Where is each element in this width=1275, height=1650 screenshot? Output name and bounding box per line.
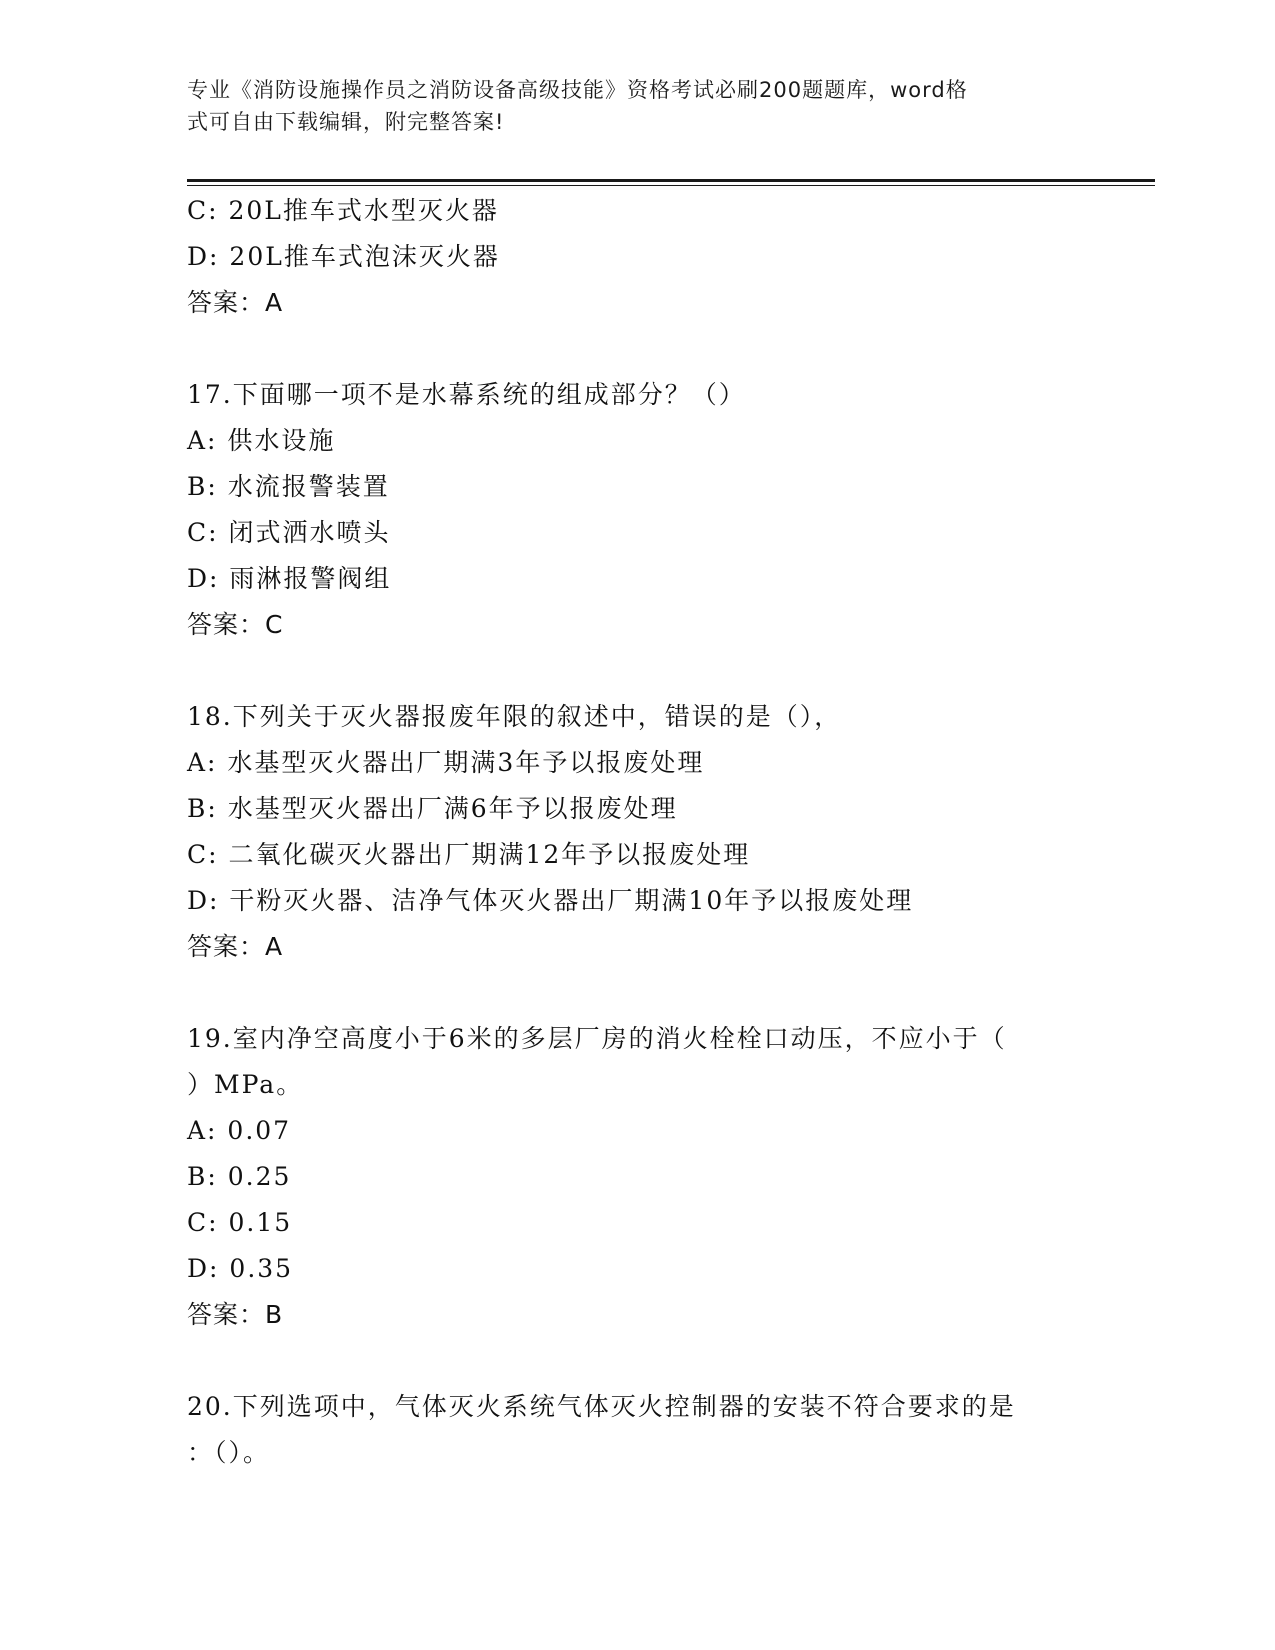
question-text: 17.下面哪一项不是水幕系统的组成部分？（） <box>187 380 746 409</box>
spacer <box>187 648 1087 694</box>
answer-text: 答案：B <box>187 1300 284 1329</box>
option-d: D: 干粉灭火器、洁净气体灭火器出厂期满10年予以报废处理 <box>187 886 914 915</box>
answer-text: 答案：A <box>187 932 284 961</box>
option-c: C: 20L推车式水型灭火器 <box>187 196 499 225</box>
option-b: B: 水基型灭火器出厂满6年予以报废处理 <box>187 794 678 823</box>
question-text-line-2: ：（）。 <box>187 1438 271 1467</box>
answer-text: 答案：A <box>187 288 284 317</box>
question-text-line-2: ）MPa。 <box>187 1070 304 1099</box>
spacer <box>187 970 1087 1016</box>
question-20 <box>187 1384 1087 1476</box>
question-text-line-1: 19.室内净空高度小于6米的多层厂房的消火栓栓口动压，不应小于（ <box>187 1024 1007 1053</box>
option-c: C: 二氧化碳灭火器出厂期满12年予以报废处理 <box>187 840 751 869</box>
option-a: A: 水基型灭火器出厂期满3年予以报废处理 <box>187 748 705 777</box>
header-divider <box>187 179 1155 182</box>
answer-text: 答案：C <box>187 610 284 639</box>
question-list <box>187 188 1087 1476</box>
option-b: B: 水流报警装置 <box>187 472 390 501</box>
question-18 <box>187 694 1087 970</box>
question-19 <box>187 1016 1087 1338</box>
header-line-1: 专业《消防设施操作员之消防设备高级技能》资格考试必刷200题题库，word格 <box>187 78 968 102</box>
question-text: 18.下列关于灭火器报废年限的叙述中，错误的是（）， <box>187 702 842 731</box>
spacer <box>187 326 1087 372</box>
option-a: A: 供水设施 <box>187 426 336 455</box>
option-d: D: 20L推车式泡沫灭火器 <box>187 242 500 271</box>
question-text-line-1: 20.下列选项中，气体灭火系统气体灭火控制器的安装不符合要求的是 <box>187 1392 1016 1421</box>
question-17 <box>187 372 1087 648</box>
option-c: C: 闭式洒水喷头 <box>187 518 391 547</box>
option-d: D: 雨淋报警阀组 <box>187 564 392 593</box>
header-line-2: 式可自由下载编辑，附完整答案! <box>187 110 505 134</box>
option-a: A: 0.07 <box>187 1116 292 1145</box>
option-d: D: 0.35 <box>187 1254 294 1283</box>
header-divider-thin <box>187 185 1155 186</box>
option-b: B: 0.25 <box>187 1162 292 1191</box>
spacer <box>187 1338 1087 1384</box>
option-c: C: 0.15 <box>187 1208 293 1237</box>
document-header <box>187 74 1087 138</box>
question-continued <box>187 188 1087 326</box>
